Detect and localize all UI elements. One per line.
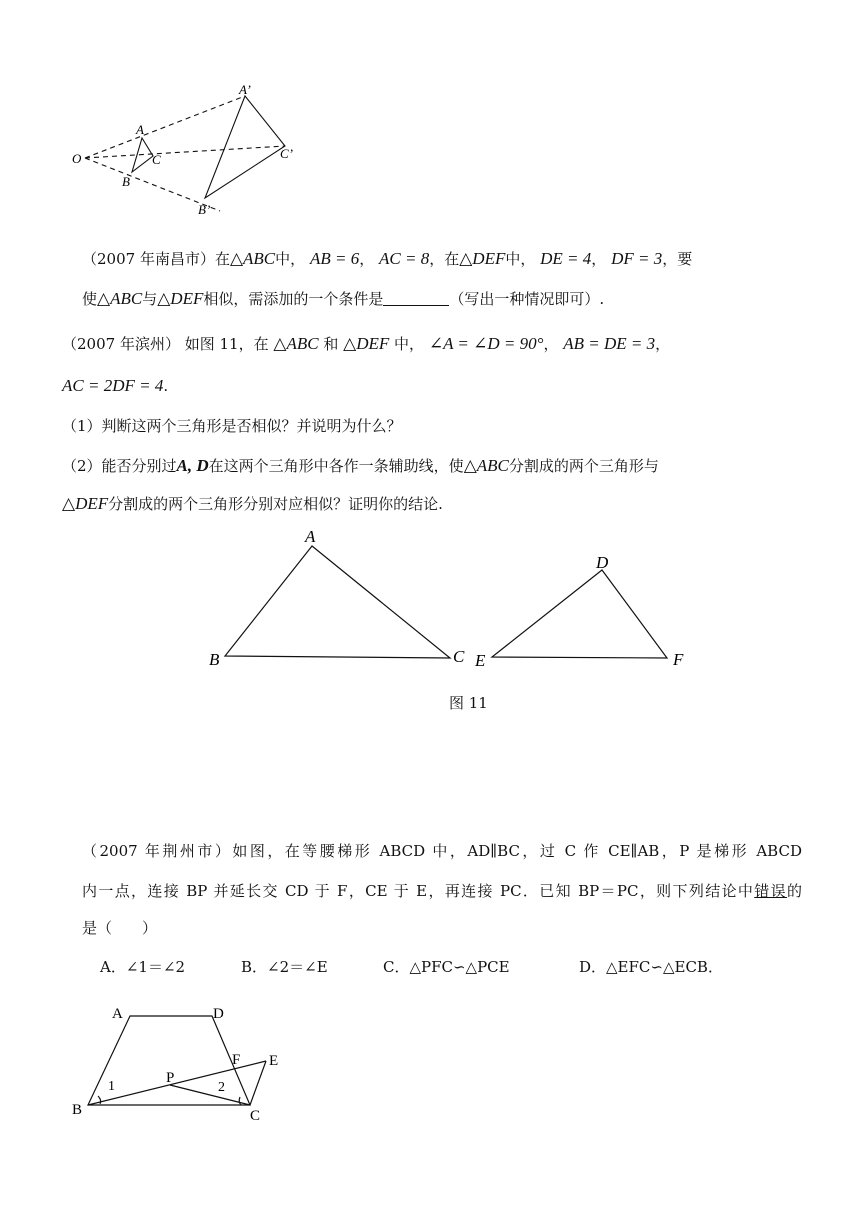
angle-2-arc xyxy=(239,1097,241,1105)
q2-part2-cont: △DEF分割成的两个三角形分别对应相似？证明你的结论. xyxy=(62,494,443,513)
trapezoid-figure xyxy=(60,998,300,1128)
figure-11 xyxy=(200,525,700,675)
q2-line2: AC = 2DF = 4. xyxy=(62,376,169,395)
q2-angles: ∠A = ∠D = 90° xyxy=(428,334,544,353)
label-a: A xyxy=(136,122,144,137)
ray-oa xyxy=(85,96,245,158)
option-c: C．△PFC∽△PCE xyxy=(383,958,510,976)
label-c: C xyxy=(152,152,161,167)
fig3-label-f: F xyxy=(232,1052,241,1068)
label-b-prime: B’ xyxy=(198,202,211,217)
q2-ab-de: AB = DE = 3 xyxy=(563,334,656,353)
q1-df: DF = 3 xyxy=(611,249,663,268)
q1-source: （2007 年南昌市） xyxy=(82,250,215,268)
q1-ac: AC = 8 xyxy=(379,249,430,268)
label-a-prime: A’ xyxy=(239,82,251,97)
fig3-label-p: P xyxy=(166,1070,175,1086)
q3-emphasis-wrong: 错误 xyxy=(754,882,787,900)
fig3-label-angle-2: 2 xyxy=(218,1080,225,1095)
fig11-label-e: E xyxy=(475,651,486,670)
fig3-label-e: E xyxy=(269,1053,279,1069)
q1-line2: 使△ABC与△DEF相似，需添加的一个条件是 （写出一种情况即可）. xyxy=(82,289,605,308)
q1-de: DE = 4 xyxy=(540,249,592,268)
q1-tri-def: △DEF xyxy=(459,249,506,268)
label-c-prime: C’ xyxy=(280,146,293,161)
q2-ac-df: AC = 2DF = 4 xyxy=(62,376,164,395)
triangle-abc-large xyxy=(205,96,285,198)
fig11-label-a: A xyxy=(305,527,316,546)
fig3-label-b: B xyxy=(72,1102,83,1118)
q2-source: （2007 年滨州） xyxy=(62,335,180,353)
q3-line3: 是（ ） xyxy=(82,919,158,937)
triangle-abc xyxy=(225,546,450,658)
q1-ab: AB = 6 xyxy=(309,249,360,268)
ray-oc xyxy=(85,146,285,158)
q1-tri-abc: △ABC xyxy=(229,249,276,268)
q2-part1: （1）判断这两个三角形是否相似？并说明为什么？ xyxy=(62,417,402,435)
homothety-figure xyxy=(60,78,310,223)
q2-part2: （2）能否分别过A, D在这两个三角形中各作一条辅助线，使△ABC分割成的两个三角形与 xyxy=(62,456,659,475)
segment-pc xyxy=(170,1085,250,1105)
fig11-label-b: B xyxy=(209,650,220,669)
fig3-label-d: D xyxy=(213,1006,224,1022)
fig3-label-angle-1: 1 xyxy=(108,1079,115,1094)
fig11-label-c: C xyxy=(453,647,465,666)
fig3-label-c: C xyxy=(250,1108,261,1124)
label-b: B xyxy=(122,174,130,189)
q2-line1: （2007 年滨州） 如图 11，在 △ABC 和 △DEF 中， ∠A = ∠D = 90°， AB = DE = 3， xyxy=(62,334,671,353)
q3-line2: 内一点，连接 BP 并延长交 CD 于 F，CE 于 E，再连接 PC．已知 BP＝PC，则下列结论中错误的 xyxy=(82,882,802,900)
segment-ce xyxy=(250,1061,266,1105)
q1-line1: （2007 年南昌市）在△ABC中， AB = 6， AC = 8，在△DEF中， DE = 4， DF = 3，要 xyxy=(82,249,693,268)
option-b: B．∠2＝∠E xyxy=(241,958,328,976)
q3-line1: （2007 年荆州市）如图，在等腰梯形 ABCD 中，AD∥BC，过 C 作 CE∥AB，P 是梯形 ABCD xyxy=(82,842,802,860)
figure-11-caption: 图 11 xyxy=(449,694,488,712)
option-d: D．△EFC∽△ECB． xyxy=(579,958,723,976)
fig11-label-d: D xyxy=(596,553,609,572)
fig3-label-a: A xyxy=(112,1006,123,1022)
option-a: A．∠1＝∠2 xyxy=(100,958,186,976)
label-o: O xyxy=(72,151,82,166)
triangle-def xyxy=(492,570,667,658)
fig11-label-f: F xyxy=(673,650,684,669)
answer-blank xyxy=(383,291,449,306)
